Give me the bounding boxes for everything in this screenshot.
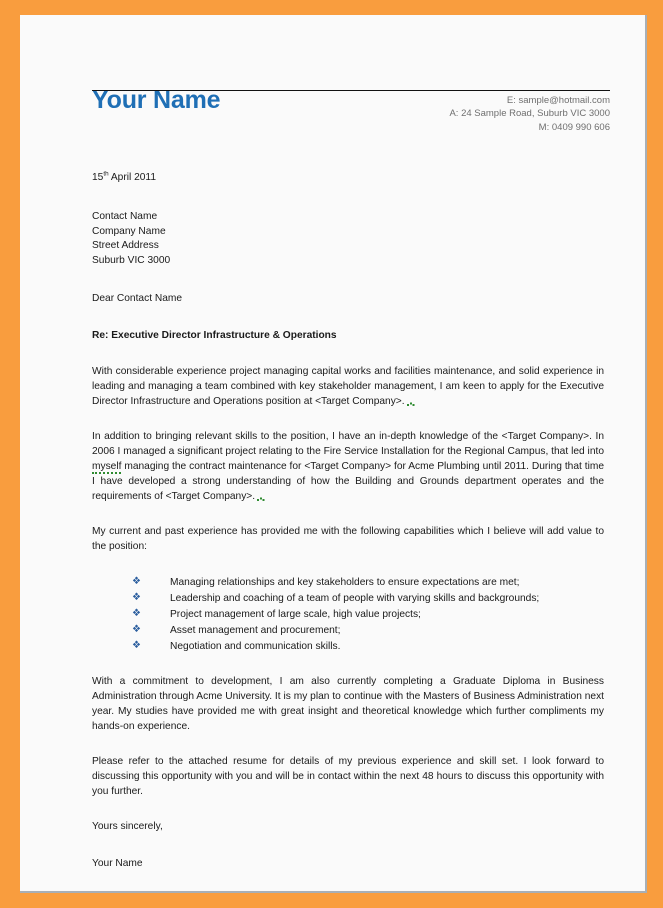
diamond-bullet-icon: ❖ xyxy=(132,623,141,635)
list-item xyxy=(92,623,604,639)
letter-page xyxy=(20,15,647,893)
list-item xyxy=(92,575,604,591)
list-item-label: Project management of large scale, high value projects; xyxy=(170,608,421,620)
list-item-label: Leadership and coaching of a team of people with varying skills and backgrounds; xyxy=(170,593,540,605)
diamond-bullet-icon: ❖ xyxy=(132,639,141,651)
list-item xyxy=(92,639,604,655)
letter-date xyxy=(92,171,604,186)
contact-mobile-value: 0409 990 606 xyxy=(551,121,610,133)
paragraph-2-part-b: managing the contract maintenance for <Target Company> for Acme Plumbing until 2011. During that time I have developed a strong understanding of how the Building and Grounds department operates and the requirements of <Target Company>. xyxy=(92,461,604,503)
recipient-line: Street Address xyxy=(92,240,159,252)
grammar-mark-icon xyxy=(256,497,265,501)
letterhead-divider xyxy=(92,90,610,91)
contact-email-label: E: xyxy=(506,95,516,106)
date-ordinal: th xyxy=(103,170,109,178)
paragraph-1 xyxy=(92,365,604,410)
contact-address-label: A: xyxy=(449,108,459,120)
recipient-line: Company Name xyxy=(92,225,166,237)
contact-address-line xyxy=(449,107,610,120)
letterhead xyxy=(92,87,610,134)
salutation: Dear Contact Name xyxy=(92,292,183,304)
paragraph-3: My current and past experience has provided me with the following capabilities which I believe will add value to the position: xyxy=(92,526,604,553)
capabilities-list xyxy=(92,575,604,654)
paragraph-5: Please refer to the attached resume for details of my previous experience and skill set. I look forward to discussing this opportunity with you and will be in contact within the next 48 hours to discuss this opportunity with you further. xyxy=(92,756,604,798)
list-item xyxy=(92,607,604,623)
paragraph-2 xyxy=(92,430,604,505)
subject-line: Re: Executive Director Infrastructure & Operations xyxy=(92,329,337,341)
contact-address-value: 24 Sample Road, Suburb VIC 3000 xyxy=(461,108,610,120)
recipient-line: Suburb VIC 3000 xyxy=(92,254,171,266)
diamond-bullet-icon: ❖ xyxy=(132,576,141,588)
grammar-mark-icon xyxy=(406,402,415,406)
closing-line: Yours sincerely, xyxy=(92,821,163,833)
recipient-line: Contact Name xyxy=(92,210,158,222)
contact-email-value: sample@hotmail.com xyxy=(518,95,610,106)
spellcheck-flagged-word: myself xyxy=(92,461,122,473)
list-item xyxy=(92,591,604,607)
paragraph-1-text: With considerable experience project managing capital works and facilities maintenance, and solid experience in leading and managing a team combined with key stakeholder management, I am keen to apply for the Executive Director Infrastructure and Operations position at <Target Company>. xyxy=(92,366,604,408)
list-item-label: Managing relationships and key stakeholders to ensure expectations are met; xyxy=(170,577,520,589)
list-item-label: Negotiation and communication skills. xyxy=(170,640,341,652)
paragraph-4: With a commitment to development, I am also currently completing a Graduate Diploma in Business Administration through Acme University. It is my plan to continue with the Masters of Business Administration next year. My studies have provided me with great insight and theoretical knowledge which further compliments my hands-on experience. xyxy=(92,676,604,733)
contact-mobile-line xyxy=(449,121,610,134)
contact-email-line xyxy=(449,94,610,107)
list-item-label: Asset management and procurement; xyxy=(170,624,341,636)
paragraph-2-part-a: In addition to bringing relevant skills to the position, I have an in-depth knowledge of the <Target Company>. In 2006 I managed a significant project relating to the Fire Service Installation for the Regional Campus, that led into xyxy=(92,431,604,458)
date-rest: April 2011 xyxy=(108,172,156,183)
recipient-address xyxy=(92,210,604,269)
page-title: Your Name xyxy=(92,86,221,114)
diamond-bullet-icon: ❖ xyxy=(132,592,141,604)
contact-details xyxy=(449,87,610,134)
signature-name: Your Name xyxy=(92,858,143,870)
diamond-bullet-icon: ❖ xyxy=(132,607,141,619)
date-day: 15 xyxy=(92,172,104,183)
contact-mobile-label: M: xyxy=(538,121,550,133)
letter-body xyxy=(92,171,604,872)
